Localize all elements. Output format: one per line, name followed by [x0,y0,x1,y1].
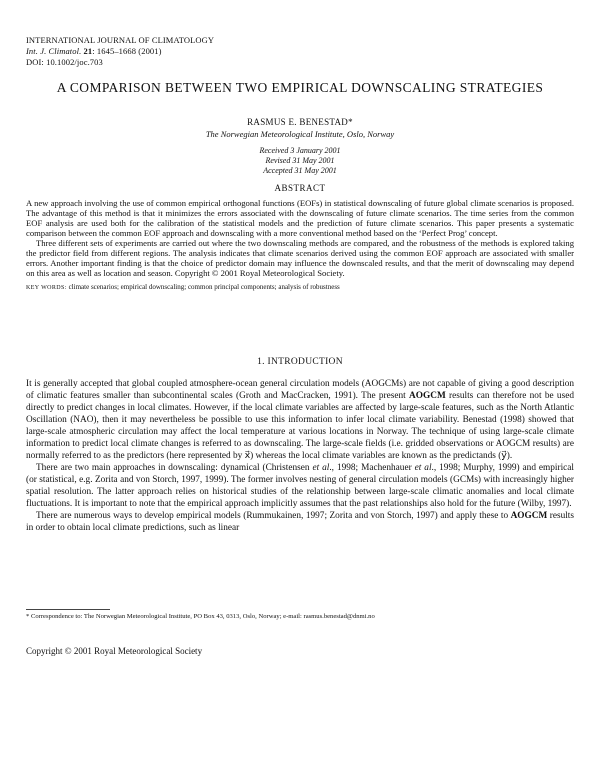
body-p2-text-b: ., 1998; Machenhauer [329,463,415,473]
body-p1-text-b: results can therefore not be used directly to predict changes in local climates. However, if the local climate variables are affected by large-scale features, such as the North Atlantic Oscillation (NAO), then it may nevertheless be possible to use this information to infer local climate variability. Benestad (1998) showed that large-scale atmospheric circulation may affect the local temperature at various locations in Norway. The technique of using large-scale climate information to predict local climate changes is referred to as downscaling. The large-scale fields (i.e. gridded observations or AOGCM results) are normally referred to as the predictors (here represented by x⃗) whereas the local climate variables are known as the predictands (y⃗). [26,391,574,461]
paper-title: A COMPARISON BETWEEN TWO EMPIRICAL DOWNSCALING STRATEGIES [56,80,544,95]
body-paragraph-1 [26,378,574,462]
revised-date: Revised 31 May 2001 [265,156,335,165]
keywords-text: climate scenarios; empirical downscaling; common principal components; analysis of robustness [68,283,340,291]
date-block [40,146,560,176]
affiliation: The Norwegian Meteorological Institute, Oslo, Norway [205,129,395,139]
footnote: * Correspondence to: The Norwegian Meteorological Institute, PO Box 43, 0313, Oslo, Norway; e-mail: rasmus.benestad@dnmi.no [26,613,375,620]
body-p3-bold: AOGCM [510,511,548,521]
citation-pages: : 1645–1668 (2001) [92,46,162,56]
body-p2-etal-1: et al [312,463,330,473]
body-p2-text-c: ., 1998; Murphy, 1999) and empirical (or statistical, e.g. Zorita and von Storch, 1997, 1999). The former involves nesting of general circulation models (GCMs) with increasingly higher spatial resolution. The latter approach relies on historical studies of the relationship between large-scale climatic anomalies and local climate fluctuations. It is important to note that the empirical approach implicitly assumes that the past relationships also hold for the future (Wilby, 1997). [26,463,575,509]
citation-volume: 21 [83,46,93,56]
abstract-paragraph-2: Three different sets of experiments are carried out where the two downscaling methods are compared, and the robustness of the methods is explored taking the predictor field from different regions. The analysis indicates that climate scenarios derived using the common EOF approach are associated with smaller errors. Another important finding is that the choice of predictor domain may influence the downscaled results, and that the merit of downscaling may depend on this area as well as location and season. Copyright © 2001 Royal Meteorological Society. [26,238,574,278]
author: RASMUS E. BENESTAD* [247,117,353,127]
section-heading: 1. INTRODUCTION [257,357,343,367]
body-p3-text-b: results in order to obtain local climate predictions, such as linear [26,511,574,533]
journal-header [26,35,566,68]
abstract [26,198,574,278]
footnote-rule [26,609,110,610]
received-date: Received 3 January 2001 [259,146,341,155]
journal-citation [26,46,566,57]
body-p1-bold: AOGCM [409,391,446,401]
body-paragraph-3 [26,510,574,534]
body-p3-text-a: There are numerous ways to develop empirical models (Rummukainen, 1997; Zorita and von Storch, 1997) and apply these to [36,511,511,521]
abstract-heading: ABSTRACT [274,183,326,193]
keywords [26,283,574,293]
body-text [26,378,574,534]
citation-journal: Int. J. Climatol. [26,46,82,56]
keywords-label: KEY WORDS: [26,285,67,291]
body-p2-text-a: There are two main approaches in downscaling: dynamical (Christensen [36,463,313,473]
doi: DOI: 10.1002/joc.703 [26,57,103,67]
body-p1-text-a: It is generally accepted that global coupled atmosphere-ocean general circulation models (AOGCMs) are not capable of giving a good description of climatic features smaller than subcontinental scales (Groth and MacCracken, 1991). The present [26,379,574,401]
body-p2-etal-2: et al [414,463,432,473]
abstract-paragraph-1: A new approach involving the use of common empirical orthogonal functions (EOFs) in statistical downscaling of future global climate scenarios is proposed. The advantage of this method is that it minimizes the errors associated with the downscaling of future climate scenarios. The time series from the common EOF analysis are used both for the calibration of the statistical models and the prediction of future climate scenarios. This paper presents a systematic comparison between the common EOF approach and downscaling with a more conventional method based on the ‘Perfect Prog’ concept. [26,198,574,238]
accepted-date: Accepted 31 May 2001 [263,166,337,175]
copyright: Copyright © 2001 Royal Meteorological Society [26,646,203,656]
journal-name: INTERNATIONAL JOURNAL OF CLIMATOLOGY [26,35,215,45]
body-paragraph-2 [26,462,574,510]
